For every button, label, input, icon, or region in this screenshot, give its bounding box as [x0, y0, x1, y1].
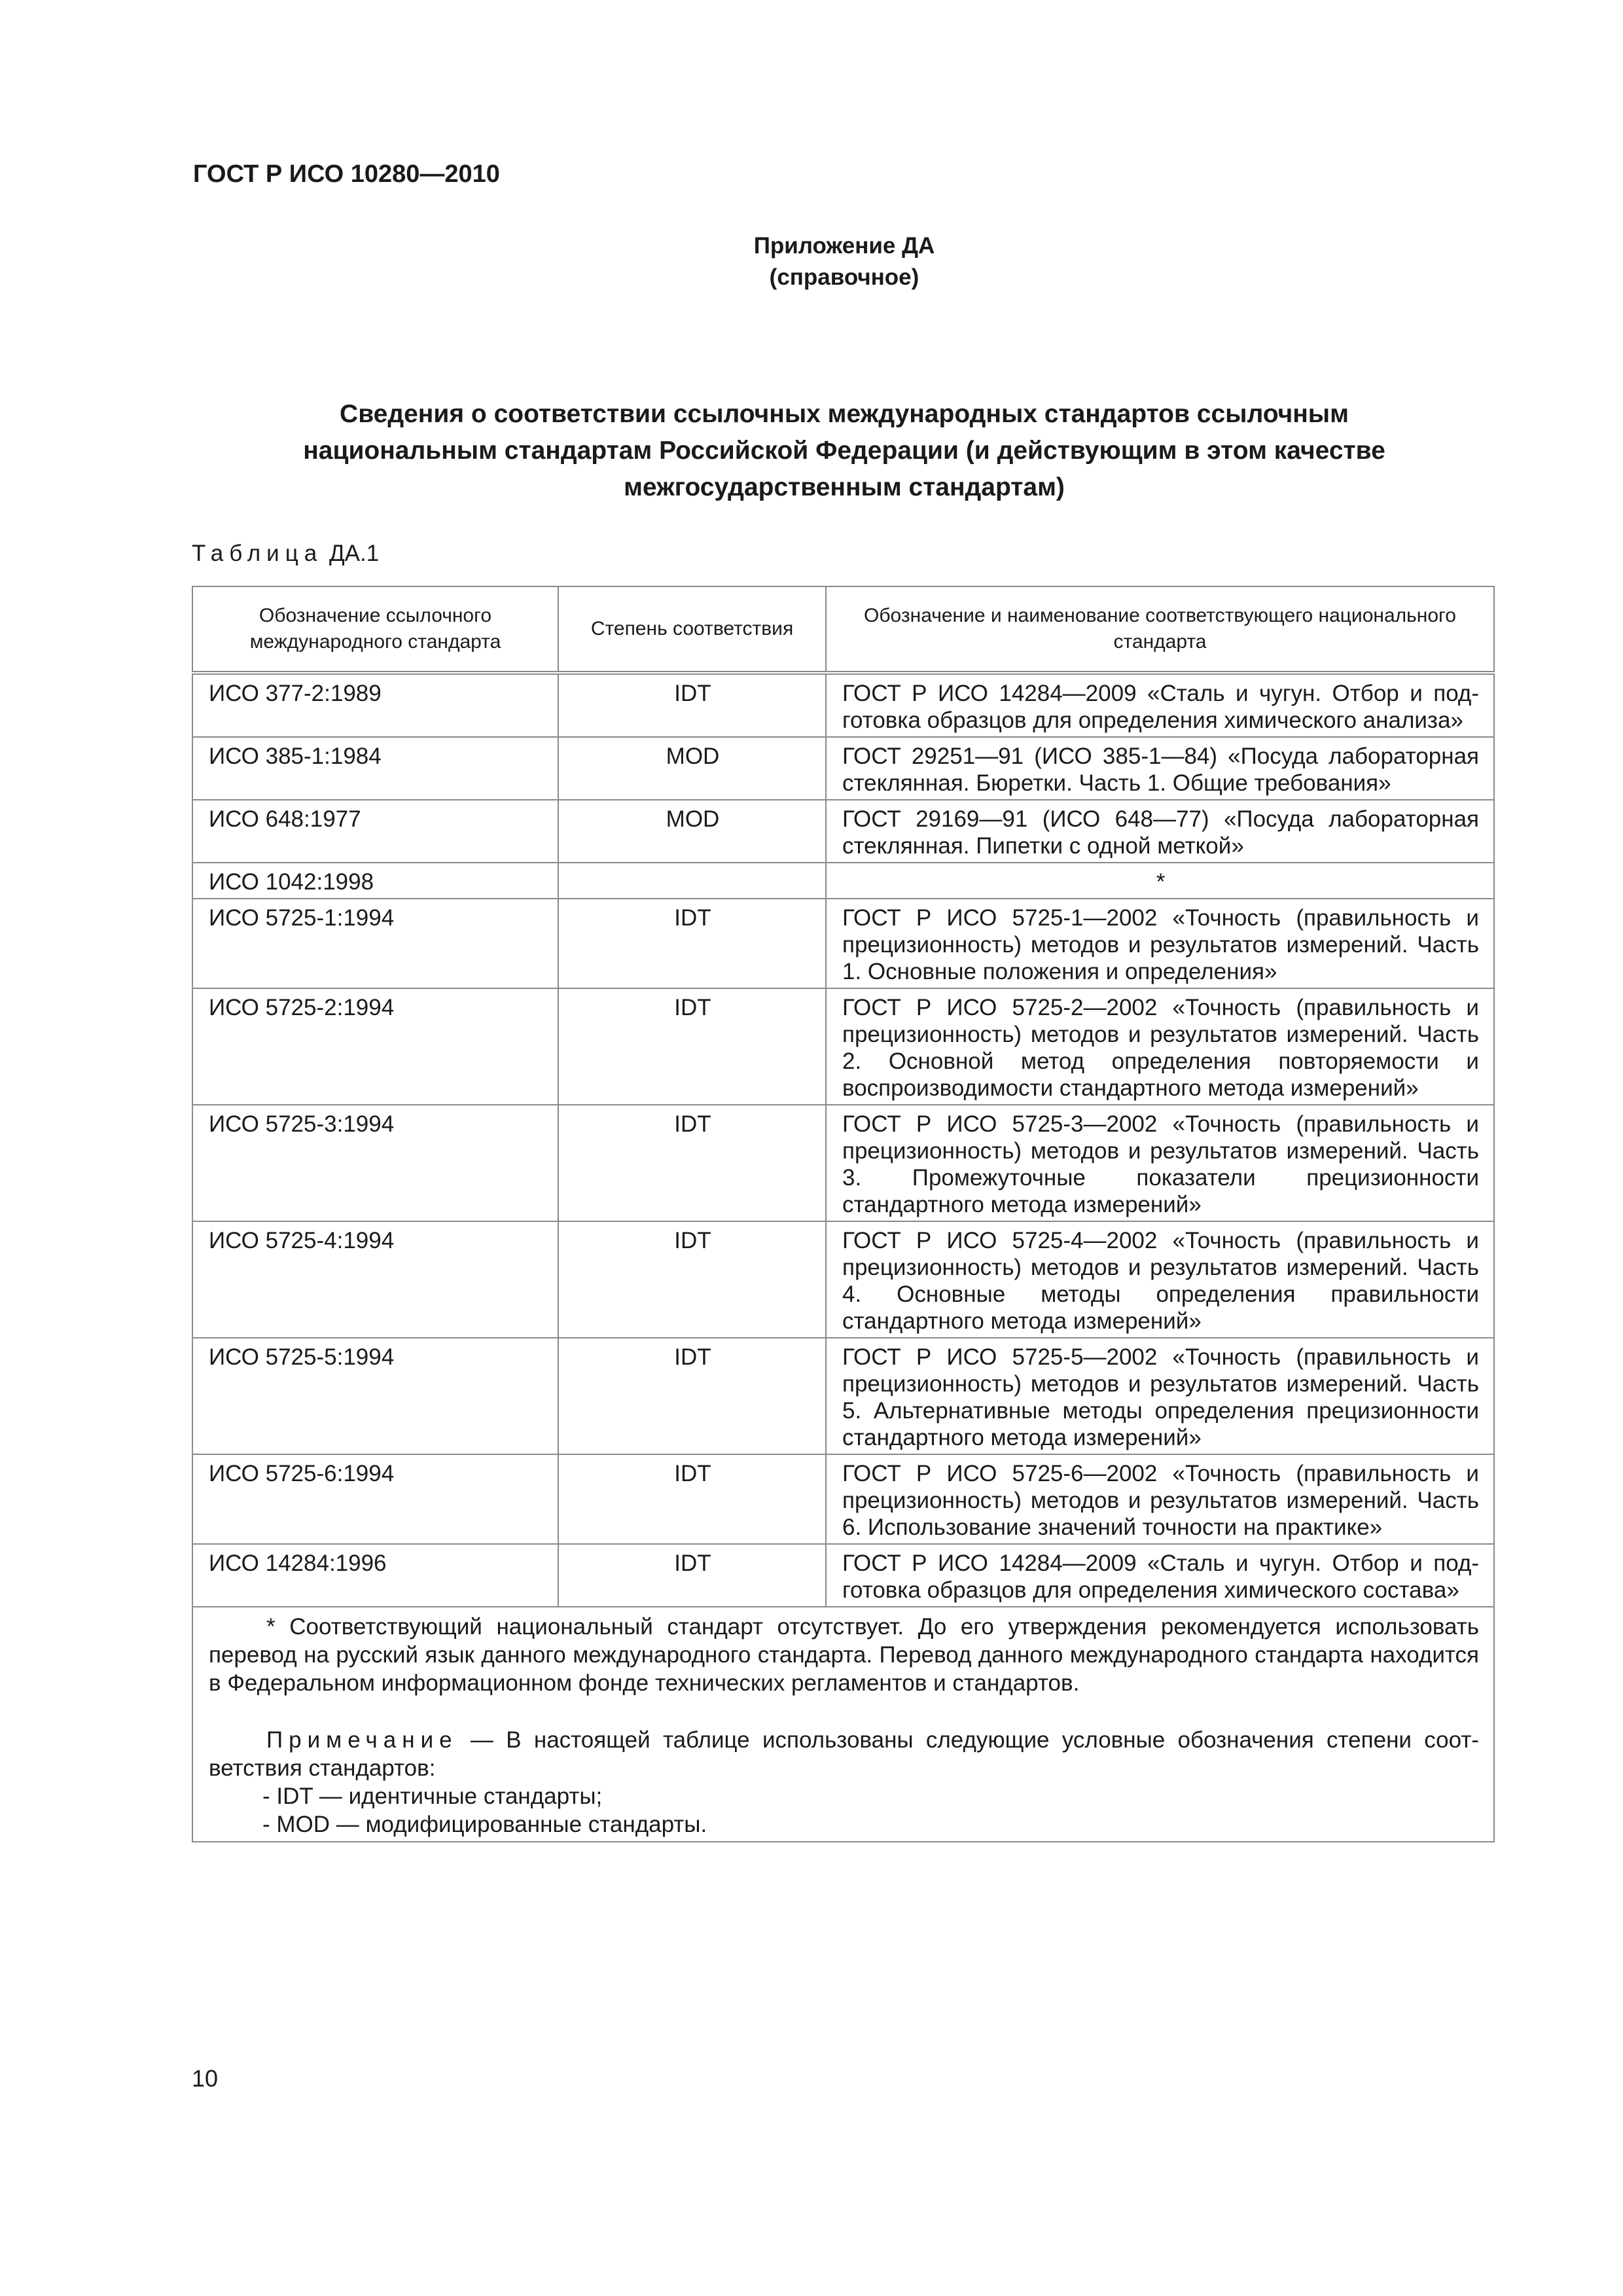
note-list-item: - IDT — идентичные стандарты; — [262, 1784, 603, 1809]
international-standard-cell: ИСО 5725-6:1994 — [192, 1454, 558, 1544]
title-line-3: межгосударственным стандартам) — [624, 473, 1065, 501]
table-row — [192, 1105, 1494, 1221]
table-note — [209, 1726, 1479, 1782]
table-row — [192, 800, 1494, 863]
international-standard-cell: ИСО 5725-3:1994 — [192, 1105, 558, 1221]
table-row — [192, 1454, 1494, 1544]
table-row — [192, 1338, 1494, 1454]
footnote-text: * Соответствующий национальный стандарт отсутствует. До его утверждения рекомендуется использовать перевод на русский язык данного международного стандарта. Перевод данного международного стандарта находится в Федеральном информационном фонде технических регламентов и стандартов. — [209, 1614, 1479, 1696]
title-line-1: Сведения о соответствии ссылочных международных стандартов ссылочным — [340, 400, 1349, 428]
note-label: Примечание — [266, 1727, 458, 1753]
appendix-label: Приложение ДА — [753, 233, 935, 259]
international-standard-cell: ИСО 5725-2:1994 — [192, 988, 558, 1105]
title-line-2: национальным стандартам Российской Федерации (и действующим в этом качестве — [303, 437, 1385, 465]
international-standard-cell: ИСО 385-1:1984 — [192, 737, 558, 800]
international-standard-cell: ИСО 1042:1998 — [192, 863, 558, 899]
table-header-row — [192, 586, 1494, 673]
section-title — [216, 396, 1472, 506]
table-row — [192, 863, 1494, 899]
note-list — [209, 1782, 1479, 1839]
table-footnote-cell — [192, 1607, 1494, 1842]
header-international-standard: Обозначение ссылочного международного стандарта — [192, 586, 558, 673]
degree-cell: MOD — [558, 737, 826, 800]
appendix-type: (справочное) — [769, 264, 919, 290]
national-standard-cell: ГОСТ Р ИСО 5725-5—2002 «Точность (правильность и прецизионность) методов и результатов измерений. Часть 5. Альтернативные методы определения прецизионности стандартного метода измерений» — [826, 1338, 1494, 1454]
national-standard-cell: ГОСТ 29251—91 (ИСО 385-1—84) «Посуда лабораторная стеклянная. Бюретки. Часть 1. Общие требования» — [826, 737, 1494, 800]
degree-cell: MOD — [558, 800, 826, 863]
degree-cell: IDT — [558, 1338, 826, 1454]
header-degree-of-correspondence: Степень соответствия — [558, 586, 826, 673]
document-code-header: ГОСТ Р ИСО 10280—2010 — [193, 160, 500, 188]
table-row — [192, 737, 1494, 800]
international-standard-cell: ИСО 14284:1996 — [192, 1544, 558, 1607]
page-number: 10 — [192, 2065, 219, 2092]
degree-cell: IDT — [558, 988, 826, 1105]
table-row — [192, 1221, 1494, 1338]
note-text: — В настоящей таблице использованы следующие условные обозначения степени соответствия стандартов: — [209, 1727, 1479, 1781]
international-standard-cell: ИСО 5725-1:1994 — [192, 899, 558, 988]
international-standard-cell: ИСО 648:1977 — [192, 800, 558, 863]
degree-cell: IDT — [558, 1544, 826, 1607]
degree-cell — [558, 863, 826, 899]
table-row — [192, 673, 1494, 737]
table-caption — [192, 541, 379, 567]
national-standard-cell: ГОСТ Р ИСО 5725-1—2002 «Точность (правильность и прецизионность) методов и результатов измерений. Часть 1. Основные положения и определения» — [826, 899, 1494, 988]
international-standard-cell: ИСО 377-2:1989 — [192, 673, 558, 737]
national-standard-cell: ГОСТ Р ИСО 5725-3—2002 «Точность (правильность и прецизионность) методов и результатов измерений. Часть 3. Промежуточные показатели прецизионности стандартного метода измерений» — [826, 1105, 1494, 1221]
table-row — [192, 899, 1494, 988]
degree-cell: IDT — [558, 673, 826, 737]
degree-cell: IDT — [558, 899, 826, 988]
note-list-item: - MOD — модифицированные стандарты. — [262, 1812, 707, 1837]
national-standard-cell: ГОСТ Р ИСО 14284—2009 «Сталь и чугун. Отбор и подготовка образцов для определения химического состава» — [826, 1544, 1494, 1607]
degree-cell: IDT — [558, 1105, 826, 1221]
national-standard-cell: ГОСТ Р ИСО 5725-6—2002 «Точность (правильность и прецизионность) методов и результатов измерений. Часть 6. Использование значений точности на практике» — [826, 1454, 1494, 1544]
table-row — [192, 988, 1494, 1105]
appendix-heading — [0, 230, 1623, 293]
header-national-standard: Обозначение и наименование соответствующего национального стандарта — [826, 586, 1494, 673]
national-standard-cell: ГОСТ Р ИСО 5725-4—2002 «Точность (правильность и прецизионность) методов и результатов измерений. Часть 4. Основные методы определения правильности стандартного метода измерений» — [826, 1221, 1494, 1338]
national-standard-cell: * — [826, 863, 1494, 899]
table-caption-number: ДА.1 — [329, 541, 380, 566]
degree-cell: IDT — [558, 1221, 826, 1338]
international-standard-cell: ИСО 5725-4:1994 — [192, 1221, 558, 1338]
national-standard-cell: ГОСТ Р ИСО 5725-2—2002 «Точность (правильность и прецизионность) методов и результатов измерений. Часть 2. Основной метод определения повторяемости и воспроизводимости стандартного метода измерений» — [826, 988, 1494, 1105]
national-standard-cell: ГОСТ Р ИСО 14284—2009 «Сталь и чугун. Отбор и подготовка образцов для определения химического анализа» — [826, 673, 1494, 737]
correspondence-table — [192, 586, 1495, 1842]
table-caption-prefix: Таблица — [192, 541, 323, 566]
international-standard-cell: ИСО 5725-5:1994 — [192, 1338, 558, 1454]
degree-cell: IDT — [558, 1454, 826, 1544]
national-standard-cell: ГОСТ 29169—91 (ИСО 648—77) «Посуда лабораторная стеклянная. Пипетки с одной меткой» — [826, 800, 1494, 863]
table-footer-row — [192, 1607, 1494, 1842]
table-row — [192, 1544, 1494, 1607]
